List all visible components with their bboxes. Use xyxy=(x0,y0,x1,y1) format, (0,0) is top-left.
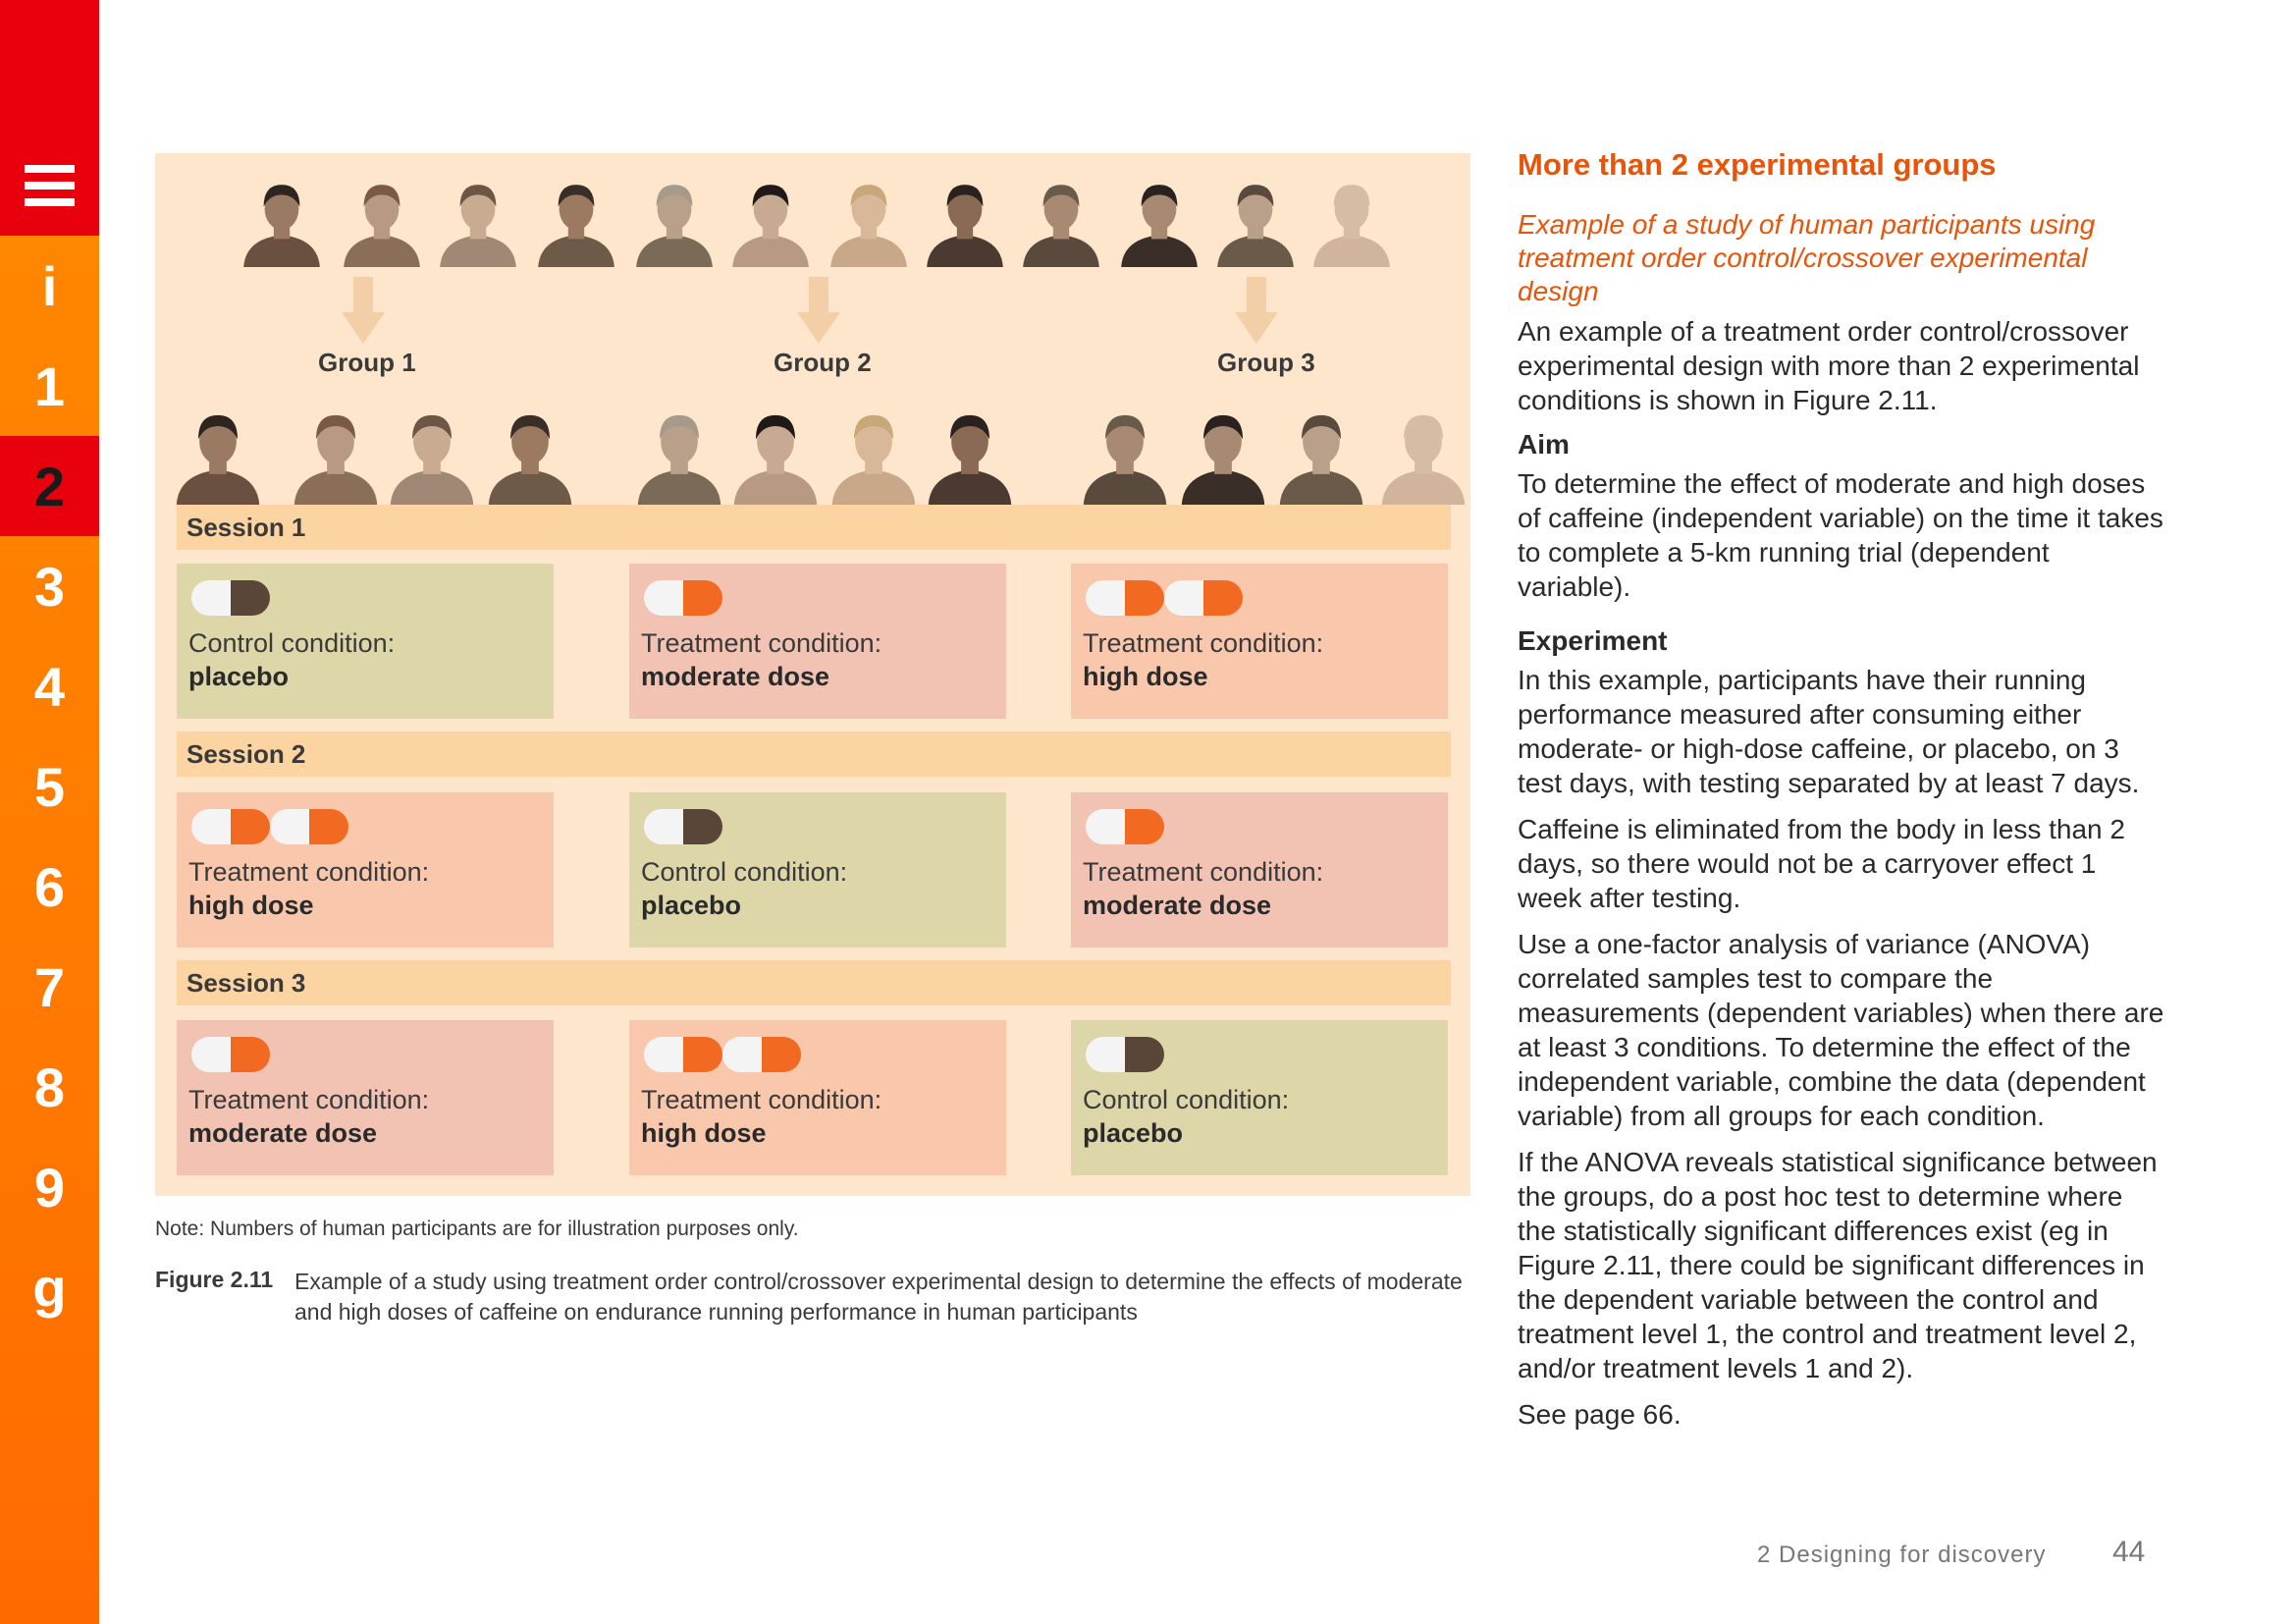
aim-paragraph: To determine the effect of moderate and high doses of caffeine (independent variable) on the time it takes to complete a 5-km running trial (dependent variable). xyxy=(1518,468,2163,602)
participant-icon xyxy=(387,406,477,505)
participant-icon xyxy=(730,177,811,267)
caffeine-capsule-icon xyxy=(190,1036,271,1073)
sidebar-item-i[interactable]: i xyxy=(41,254,58,317)
sidebar-item-6[interactable]: 6 xyxy=(33,855,66,918)
session-label: Session 2 xyxy=(187,739,306,769)
group-label: Group 3 xyxy=(1217,348,1315,377)
arrow-down-icon xyxy=(797,277,840,346)
condition-box-high xyxy=(177,792,554,947)
condition-title: Control condition: xyxy=(188,628,396,658)
sidebar-item-2[interactable]: 2 xyxy=(0,436,99,536)
session-label: Session 3 xyxy=(187,968,306,998)
participant-icon xyxy=(438,177,518,267)
condition-value: placebo xyxy=(1083,1118,1184,1148)
participant-icon xyxy=(1178,406,1268,505)
caffeine-capsule-icon xyxy=(1085,579,1165,617)
participant-icon xyxy=(634,406,724,505)
sidebar-item-9[interactable]: 9 xyxy=(33,1156,66,1218)
sidebar-item-4[interactable]: 4 xyxy=(33,655,66,718)
caffeine-capsule-icon xyxy=(643,579,723,617)
participant-icon xyxy=(925,177,1005,267)
condition-value: high dose xyxy=(188,891,314,920)
experiment-paragraph: In this example, participants have their running performance measured after consuming either moderate- or high-dose caffeine, or placebo, on 3 test days, with testing separated by at least 7 days. xyxy=(1518,665,2140,798)
caffeine-capsule-icon xyxy=(721,1036,802,1073)
condition-value: moderate dose xyxy=(641,662,830,691)
condition-title: Treatment condition: xyxy=(188,857,430,887)
caffeine-capsule-icon xyxy=(269,808,349,845)
aim-heading: Aim xyxy=(1518,429,1570,460)
condition-value: moderate dose xyxy=(188,1118,378,1148)
caffeine-capsule-icon xyxy=(190,808,271,845)
session-band xyxy=(177,960,1451,1005)
condition-value: placebo xyxy=(641,891,742,920)
condition-title: Treatment condition: xyxy=(1083,628,1324,658)
condition-value: placebo xyxy=(188,662,290,691)
group-label: Group 2 xyxy=(774,348,872,377)
participant-icon xyxy=(634,177,715,267)
anova-paragraph: Use a one-factor analysis of variance (ANOVA) correlated samples test to compare the measurements (dependent variables) when there are at least 3 conditions. To determine the effect of the independent variable, combine the data (dependent variable) from all groups for each condition. xyxy=(1518,929,2164,1131)
participant-icon xyxy=(291,406,381,505)
session-band xyxy=(177,731,1451,777)
participant-icon xyxy=(485,406,575,505)
condition-box-moderate xyxy=(1071,792,1448,947)
text-column xyxy=(1518,147,2165,1443)
section-heading: More than 2 experimental groups xyxy=(1518,147,1997,182)
participant-icon xyxy=(1378,406,1468,505)
participant-icon xyxy=(241,177,322,267)
session-band xyxy=(177,505,1451,550)
placebo-capsule-icon xyxy=(643,808,723,845)
condition-box-control xyxy=(177,564,554,719)
arrow-down-icon xyxy=(1235,277,1278,346)
caffeine-capsule-icon xyxy=(643,1036,723,1073)
sidebar-item-8[interactable]: 8 xyxy=(33,1056,66,1118)
caffeine-paragraph: Caffeine is eliminated from the body in less than 2 days, so there would not be a carryover effect 1 week after testing. xyxy=(1518,814,2125,913)
caffeine-capsule-icon xyxy=(1085,808,1165,845)
chapter-sidebar xyxy=(0,0,99,1624)
participant-icon xyxy=(1276,406,1366,505)
condition-box-moderate xyxy=(629,564,1006,719)
menu-button[interactable] xyxy=(0,0,99,236)
condition-box-control xyxy=(629,792,1006,947)
participant-icon xyxy=(1311,177,1392,267)
group-label: Group 1 xyxy=(318,348,416,377)
condition-title: Control condition: xyxy=(1083,1085,1290,1114)
condition-value: high dose xyxy=(1083,662,1208,691)
sidebar-item-5[interactable]: 5 xyxy=(33,755,66,818)
participant-icon xyxy=(342,177,422,267)
condition-box-moderate xyxy=(177,1020,554,1175)
condition-value: moderate dose xyxy=(1083,891,1272,920)
caffeine-capsule-icon xyxy=(1163,579,1244,617)
participant-icon xyxy=(173,406,263,505)
figure-note: Note: Numbers of human participants are for illustration purposes only. xyxy=(155,1218,799,1240)
condition-title: Treatment condition: xyxy=(641,628,882,658)
participant-icon xyxy=(536,177,616,267)
participant-icon xyxy=(1080,406,1170,505)
participant-icon xyxy=(828,406,919,505)
condition-title: Control condition: xyxy=(641,857,848,887)
condition-value: high dose xyxy=(641,1118,767,1148)
condition-title: Treatment condition: xyxy=(641,1085,882,1114)
see-page-link[interactable]: See page 66. xyxy=(1518,1399,1682,1430)
posthoc-paragraph: If the ANOVA reveals statistical significance between the groups, do a post hoc test to determine where the statistically significant differences exist (eg in Figure 2.11, there could be significant differences in the dependent variable between the control and treatment level 1, the control and treatment level 2, and/or treatment levels 1 and 2). xyxy=(1518,1147,2158,1383)
placebo-capsule-icon xyxy=(1085,1036,1165,1073)
figure-caption: Example of a study using treatment order control/crossover experimental design to determine the effects of moderate and high doses of caffeine on endurance running performance in human participants xyxy=(294,1269,1463,1325)
participant-icon xyxy=(1021,177,1101,267)
condition-title: Treatment condition: xyxy=(1083,857,1324,887)
placebo-capsule-icon xyxy=(190,579,271,617)
section-subheading: Example of a study of human participants using treatment order control/crossover experimental design xyxy=(1518,209,2096,306)
participant-icon xyxy=(925,406,1015,505)
participant-icon xyxy=(1215,177,1296,267)
participant-icon xyxy=(828,177,909,267)
sidebar-item-7[interactable]: 7 xyxy=(33,955,66,1018)
figure-label: Figure 2.11 xyxy=(155,1267,274,1292)
session-label: Session 1 xyxy=(187,513,306,542)
sidebar-item-1[interactable]: 1 xyxy=(33,354,66,417)
sidebar-item-3[interactable]: 3 xyxy=(33,555,66,618)
intro-paragraph: An example of a treatment order control/crossover experimental design with more than 2 experimental conditions is shown in Figure 2.11. xyxy=(1518,316,2140,415)
condition-box-high xyxy=(629,1020,1006,1175)
condition-box-high xyxy=(1071,564,1448,719)
footer-chapter: 2 Designing for discovery xyxy=(1757,1542,2047,1568)
arrow-down-icon xyxy=(342,277,385,346)
condition-title: Treatment condition: xyxy=(188,1085,430,1114)
participant-icon xyxy=(1119,177,1200,267)
experiment-heading: Experiment xyxy=(1518,625,1668,656)
page-number: 44 xyxy=(2112,1536,2146,1568)
sidebar-item-g[interactable]: g xyxy=(32,1256,67,1319)
participant-icon xyxy=(730,406,821,505)
condition-box-control xyxy=(1071,1020,1448,1175)
